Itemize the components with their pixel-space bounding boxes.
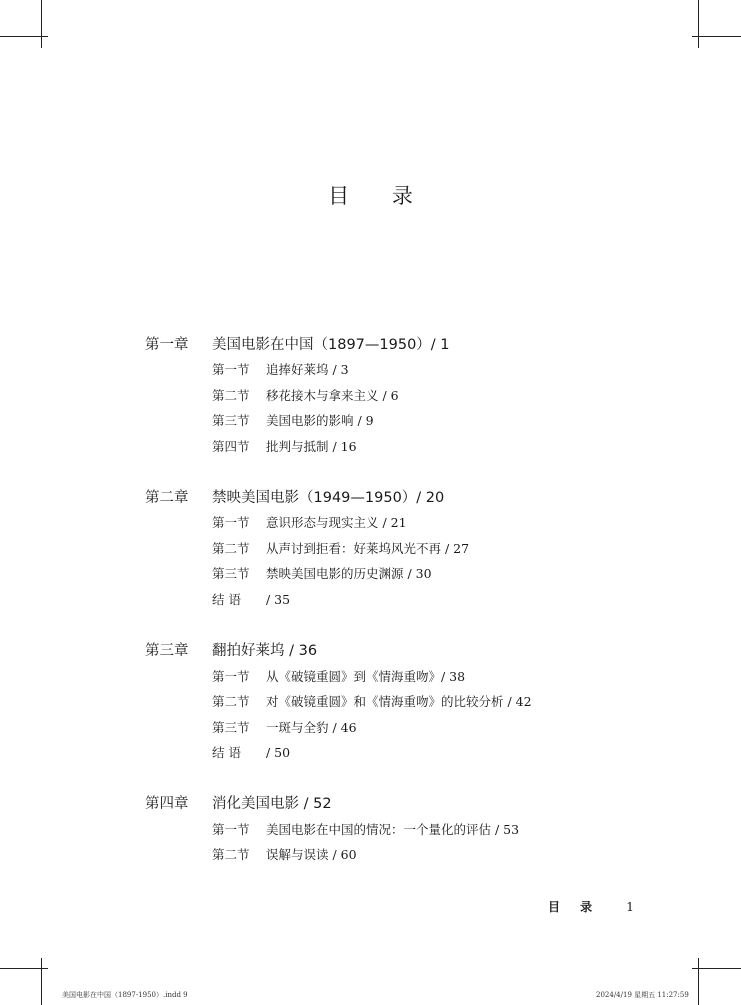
chapter-title: 消化美国电影 / 52 [212, 796, 332, 812]
section-text: 意识形态与现实主义 / 21 [266, 515, 407, 530]
chapter-label: 第四章 [145, 796, 189, 812]
section-label: 第一节 [212, 515, 250, 530]
section-label: 第二节 [212, 541, 250, 556]
footer-label: 目 录 [548, 900, 601, 914]
toc-section [212, 590, 290, 608]
toc-section [212, 743, 290, 761]
section-label: 第二节 [212, 388, 250, 403]
section-label: 结 语 [212, 592, 241, 607]
toc-section [212, 820, 519, 838]
toc-section [212, 667, 465, 685]
section-label: 结 语 [212, 745, 241, 760]
section-text: 误解与误读 / 60 [266, 847, 357, 862]
section-text: 美国电影的影响 / 9 [266, 413, 374, 428]
toc-section [212, 386, 399, 404]
section-text: 美国电影在中国的情况：一个量化的评估 / 53 [266, 822, 520, 837]
chapter-title: 美国电影在中国（1897—1950）/ 1 [212, 337, 450, 353]
toc-section [212, 360, 349, 378]
chapter-title: 翻拍好莱坞 / 36 [212, 643, 318, 659]
section-text: / 35 [266, 592, 291, 607]
chapter-label: 第二章 [145, 490, 189, 506]
section-text: 禁映美国电影的历史渊源 / 30 [266, 566, 432, 581]
section-text: 追捧好莱坞 / 3 [266, 362, 349, 377]
slug-timestamp: 2024/4/19 星期五 11:27:59 [596, 991, 689, 999]
section-text: 从《破镜重圆》到《情海重吻》/ 38 [266, 669, 466, 684]
section-text: 一斑与全豹 / 46 [266, 720, 357, 735]
section-label: 第四节 [212, 439, 250, 454]
toc-section [212, 718, 357, 736]
section-label: 第一节 [212, 362, 250, 377]
section-text: 从声讨到拒看：好莱坞风光不再 / 27 [266, 541, 470, 556]
section-text: 移花接木与拿来主义 / 6 [266, 388, 399, 403]
section-label: 第一节 [212, 822, 250, 837]
section-text: 对《破镜重圆》和《情海重吻》的比较分析 / 42 [266, 694, 532, 709]
page-number: 1 [626, 900, 634, 914]
toc-section [212, 411, 374, 429]
running-footer [548, 898, 634, 915]
chapter-label: 第一章 [145, 337, 189, 353]
toc-section [212, 564, 432, 582]
slug-file-info: 美国电影在中国（1897-1950）.indd 9 [62, 991, 188, 999]
chapter-title: 禁映美国电影（1949—1950）/ 20 [212, 490, 445, 506]
section-text: 批判与抵制 / 16 [266, 439, 357, 454]
section-label: 第二节 [212, 694, 250, 709]
section-label: 第三节 [212, 566, 250, 581]
section-label: 第二节 [212, 847, 250, 862]
toc-section [212, 845, 357, 863]
toc-section [212, 513, 407, 531]
toc-section [212, 539, 469, 557]
toc-section [212, 692, 532, 710]
section-text: / 50 [266, 745, 291, 760]
section-label: 第一节 [212, 669, 250, 684]
toc-section [212, 437, 357, 455]
section-label: 第三节 [212, 413, 250, 428]
section-label: 第三节 [212, 720, 250, 735]
page-title: 目 录 [328, 184, 431, 208]
chapter-label: 第三章 [145, 643, 189, 659]
